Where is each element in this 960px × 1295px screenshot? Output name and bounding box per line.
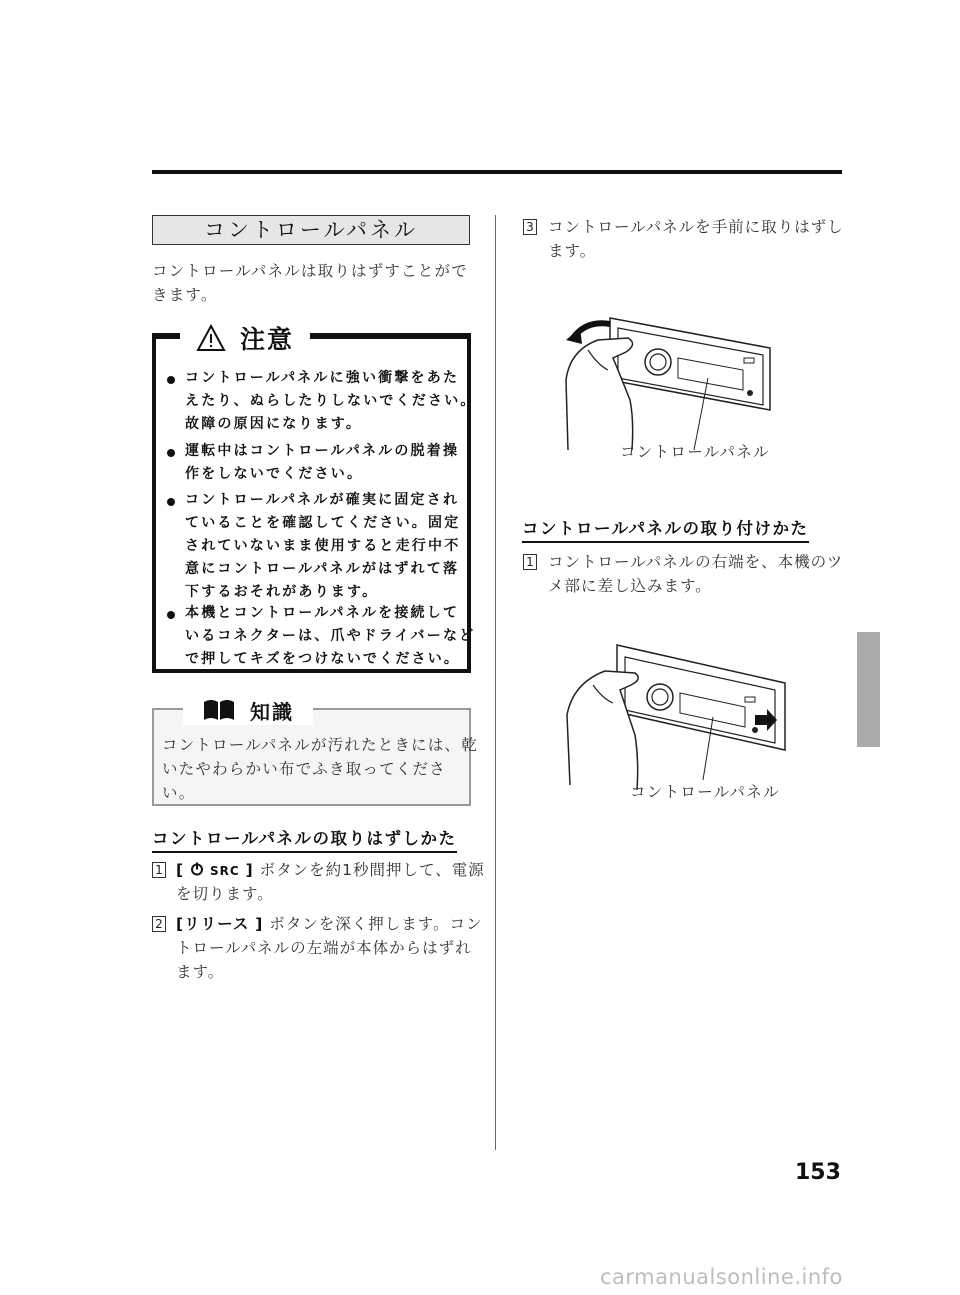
- caution-bullet-1-line-1: コントロールパネルに強い衝撃をあた: [185, 370, 460, 386]
- release-button-label: リリース: [184, 915, 250, 933]
- illustration-2-caption: コントロールパネル: [630, 783, 780, 801]
- caution-bullet-1-line-3: 故障の原因になります。: [185, 416, 363, 432]
- src-button-label: SRC: [209, 864, 240, 878]
- bullet-dot: [167, 449, 175, 457]
- step-text: ボタンを約1秒間押して、電源: [259, 861, 485, 879]
- intro-line-1: コントロールパネルは取りはずすことがで: [152, 262, 468, 280]
- removal-step-1-line-1: [176, 858, 485, 883]
- caution-bullet-4-line-2: いるコネクターは、爪やドライバーなど: [185, 628, 476, 644]
- caution-bullet-3-line-1: コントロールパネルが確実に固定され: [185, 492, 460, 508]
- bullet-dot: [167, 498, 175, 506]
- power-icon: [190, 862, 204, 876]
- attach-heading: コントロールパネルの取り付けかた: [522, 515, 809, 543]
- watermark: carmanualsonline.info: [600, 1265, 843, 1289]
- step-number: 1: [523, 554, 537, 570]
- caution-bullet-3-line-2: ていることを確認してください。固定: [185, 515, 461, 531]
- bracket: ]: [245, 861, 254, 879]
- caution-header: [180, 318, 310, 358]
- removal-step-2-line-1: [176, 912, 483, 936]
- caution-bullet-3-line-5: 下するおそれがあります。: [185, 584, 379, 600]
- caution-bullet-3-line-4: 意にコントロールパネルがはずれて落: [185, 561, 460, 577]
- step-number: 2: [152, 916, 166, 932]
- caution-bullet-2-line-2: 作をしないでください。: [185, 466, 364, 482]
- intro-line-2: きます。: [152, 286, 218, 304]
- caution-bullet-2-line-1: 運転中はコントロールパネルの脱着操: [185, 443, 460, 459]
- step-text: ボタンを深く押します。コン: [269, 915, 483, 933]
- knowledge-header: [183, 695, 313, 725]
- bracket: ]: [255, 915, 264, 933]
- book-icon: [202, 698, 236, 722]
- caution-bullet-4-line-1: 本機とコントロールパネルを接続して: [185, 605, 460, 621]
- removal-heading: コントロールパネルの取りはずしかた: [152, 825, 457, 853]
- page-number: 153: [795, 1160, 841, 1185]
- removal-step-2-line-2: トロールパネルの左端が本体からはずれ: [176, 939, 472, 957]
- knowledge-line-1: コントロールパネルが汚れたときには、乾: [162, 736, 478, 754]
- column-divider: [495, 215, 496, 1150]
- removal-step-2-line-3: ます。: [176, 963, 225, 981]
- warning-icon: [196, 324, 226, 352]
- panel-attach-illustration: [565, 635, 790, 795]
- removal-step-3-line-2: ます。: [548, 242, 597, 260]
- bullet-dot: [167, 376, 175, 384]
- knowledge-title: 知識: [250, 699, 294, 724]
- attach-step-1-line-2: メ部に差し込みます。: [548, 577, 712, 595]
- caution-bullet-1-line-2: えたり、ぬらしたりしないでください。: [185, 393, 477, 409]
- chapter-side-tab: [857, 632, 880, 747]
- illustration-1-caption: コントロールパネル: [620, 443, 770, 461]
- bracket: [: [176, 861, 185, 879]
- knowledge-line-3: い。: [162, 784, 196, 802]
- caution-title: 注意: [239, 325, 294, 354]
- bullet-dot: [167, 611, 175, 619]
- removal-step-3-line-1: コントロールパネルを手前に取りはずし: [548, 218, 844, 236]
- panel-removal-illustration: [558, 310, 778, 455]
- removal-step-1-line-2: を切ります。: [176, 885, 274, 903]
- caution-bullet-4-line-3: で押してキズをつけないでください。: [185, 651, 461, 667]
- step-number: 1: [152, 862, 166, 878]
- knowledge-line-2: いたやわらかい布でふき取ってくださ: [162, 760, 446, 778]
- section-title: コントロールパネル: [152, 215, 470, 245]
- bracket: [: [176, 915, 185, 933]
- caution-bullet-3-line-3: されていないまま使用すると走行中不: [185, 538, 461, 554]
- top-rule: [152, 170, 842, 174]
- step-number: 3: [523, 219, 537, 235]
- attach-step-1-line-1: コントロールパネルの右端を、本機のツ: [548, 553, 844, 571]
